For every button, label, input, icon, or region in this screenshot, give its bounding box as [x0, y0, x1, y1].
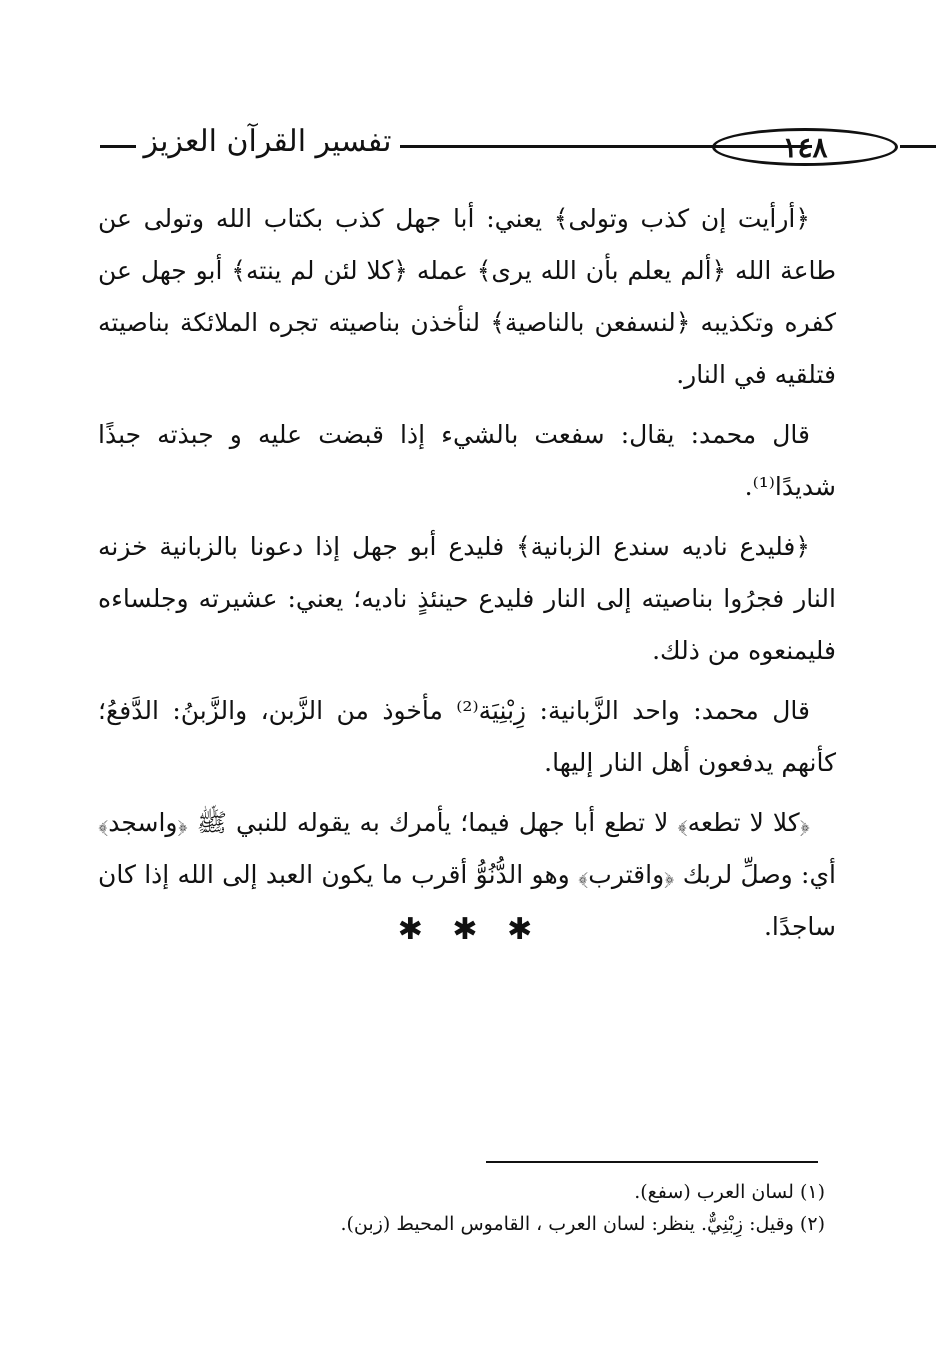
header-rule-left	[100, 145, 136, 148]
paragraph: ﴿أرأيت إن كذب وتولى﴾ يعني: أبا جهل كذب بكتاب الله وتولى عن طاعة الله ﴿ألم يعلم بأن الله يرى﴾ عمله ﴿كلا لئن لم ينته﴾ أبو جهل عن كفره وتكذيبه ﴿لنسفعن بالناصية﴾ لنأخذن بناصيته تجره الملائكة بناصيته فتلقيه في النار.	[98, 204, 836, 389]
footnotes	[200, 1176, 825, 1240]
footnote-divider	[486, 1161, 818, 1163]
footnote-1: (١) لسان العرب (سفع).	[634, 1181, 825, 1203]
paragraph: قال محمد: يقال: سفعت بالشيء إذا قبضت عليه و جبذته جبذًا شديدًا⁽¹⁾.	[98, 420, 836, 501]
page-number: ١٤٨	[712, 128, 898, 166]
paragraph: ﴿فليدع ناديه سندع الزبانية﴾ فليدع أبو جهل إذا دعونا بالزبانية خزنه النار فجرُوا بناصيته إلى النار فليدع حينئذٍ ناديه؛ يعني: عشيرته وجلساءه فليمنعوه من ذلك.	[98, 532, 836, 665]
header-rule-right	[900, 145, 936, 148]
page-header	[100, 120, 840, 172]
running-title: تفسير القرآن العزيز	[143, 124, 392, 159]
section-separator: ✱ ✱ ✱	[397, 912, 543, 947]
paragraph: ﴿كلا لا تطعه﴾ لا تطع أبا جهل فيما؛ يأمرك به يقوله للنبي ﷺ ﴿واسجد﴾ أي: وصلِّ لربك ﴿واقترب﴾ وهو الدُّنُوُّ أقرب ما يكون العبد إلى الله إذا كان ساجدًا.	[98, 808, 836, 941]
main-text	[98, 193, 836, 961]
paragraph: قال محمد: واحد الزَّبانية: زِبْنِيَة⁽²⁾ مأخوذ من الزَّبن، والزَّبنُ: الدَّفعُ؛ كأنهم يدفعون أهل النار إليها.	[98, 696, 836, 777]
footnote-2: (٢) وقيل: زِبْنِيٌّ. ينظر: لسان العرب ، القاموس المحيط (زبن).	[340, 1213, 825, 1235]
